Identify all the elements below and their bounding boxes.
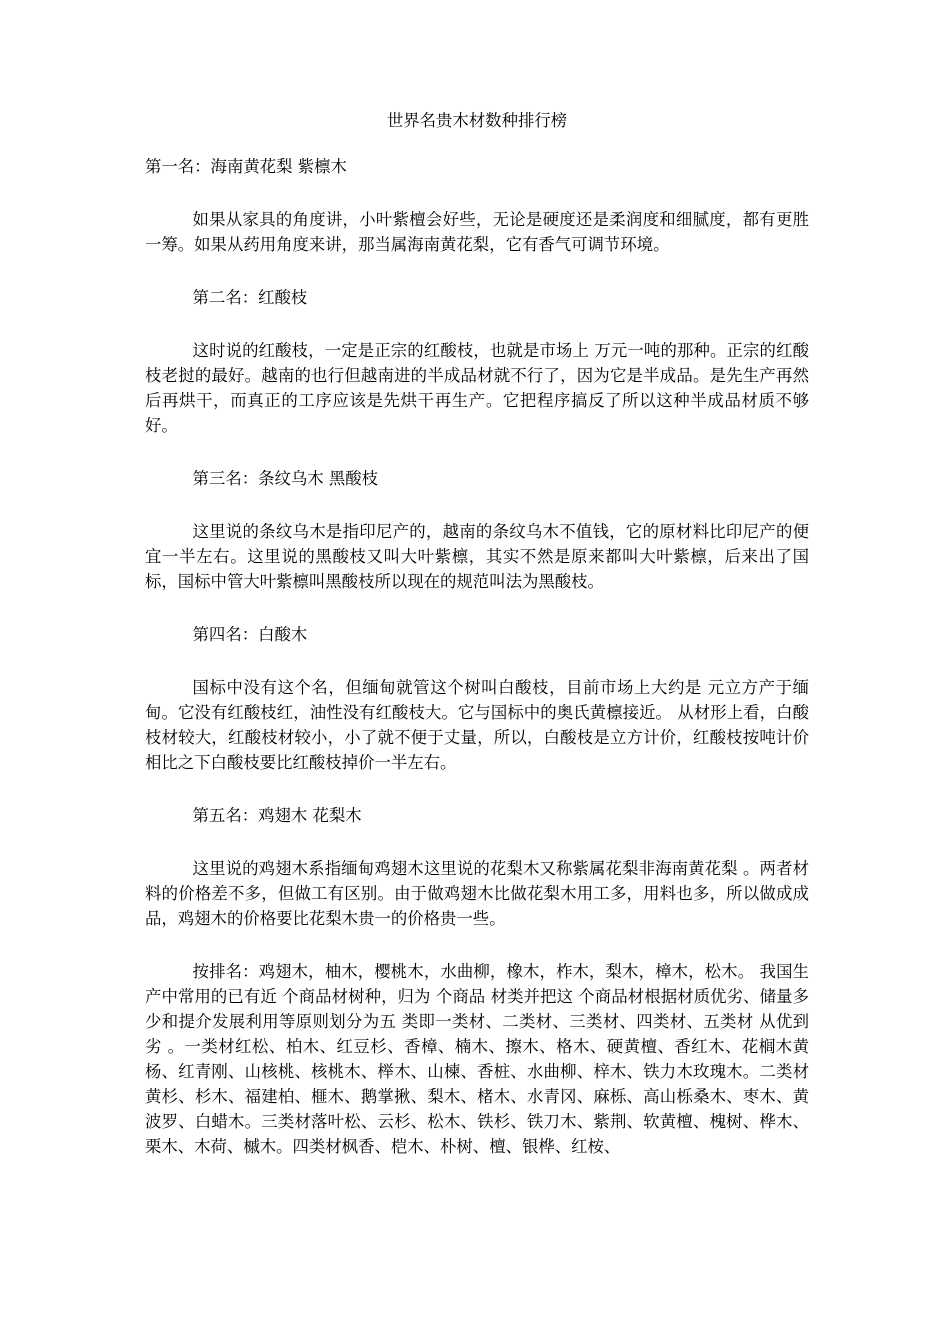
section-heading-5: 第五名：鸡翅木 花梨木	[192, 806, 362, 825]
page-title: 世界名贵木材数种排行榜	[386, 111, 568, 130]
section-heading-4: 第四名：白酸木	[192, 625, 308, 644]
section-paragraph-3: 这里说的条纹乌木是指印尼产的，越南的条纹乌木不值钱，它的原材料比印尼产的便宜一半左右。这里说的黑酸枝又叫大叶紫檩，其实不然是原来都叫大叶紫檩，后来出了国标，国标中管大叶紫檩叫黑酸枝所以现在的规范叫法为黑酸枝。	[145, 522, 809, 591]
section-paragraph-4: 国标中没有这个名，但缅甸就管这个树叫白酸枝，目前市场上大约是 元立方产于缅甸。它没有红酸枝红，油性没有红酸枝大。它与国标中的奥氏黄檩接近。 从材形上看，白酸枝材较大，红酸枝材较小，小了就不便于丈量，所以，白酸枝是立方计价，红酸枝按吨计价相比之下白酸枝要比红酸枝掉价一半左右。	[145, 678, 809, 772]
section-paragraph-5: 这里说的鸡翅木系指缅甸鸡翅木这里说的花梨木又称紫属花梨非海南黄花梨 。两者材料的价格差不多，但做工有区别。由于做鸡翅木比做花梨木用工多，用料也多，所以做成成品，鸡翅木的价格要比花梨木贵一的价格贵一些。	[145, 859, 809, 928]
section-heading-1: 第一名：海南黄花梨 紫檩木	[145, 157, 347, 176]
section-paragraph-1: 如果从家具的角度讲，小叶紫檀会好些，无论是硬度还是柔润度和细腻度，都有更胜一筹。如果从药用角度来讲，那当属海南黄花梨，它有香气可调节环境。	[145, 210, 809, 254]
section-heading-3: 第三名：条纹乌木 黑酸枝	[192, 469, 379, 488]
section-heading-2: 第二名：红酸枝	[192, 288, 308, 307]
section-paragraph-2: 这时说的红酸枝，一定是正宗的红酸枝，也就是市场上 万元一吨的那种。正宗的红酸枝老挝的最好。越南的也行但越南进的半成品材就不行了，因为它是半成品。是先生产再然后再烘干，而真正的工序应该是先烘干再生产。它把程序搞反了所以这种半成品材质不够好。	[145, 341, 809, 435]
ranking-paragraph: 按排名：鸡翅木，柚木，樱桃木，水曲柳，橡木，柞木，梨木，樟木，松木。 我国生产中常用的已有近 个商品材树种，归为 个商品 材类并把这 个商品材根据材质优劣、储量多少和提介发展利用等原则划分为五 类即一类材、二类材、三类材、四类材、五类材 从优到劣 。一类材红松、柏木、红豆杉、香樟、楠木、擦木、格木、硬黄檀、香红木、花榈木黄杨、红青刚、山核桃、核桃木、榉木、山楝、香桩、水曲柳、梓木、铁力木玫瑰木。二类材黄杉、杉木、福建柏、榧木、鹅掌揪、梨木、楮木、水青冈、麻栎、高山栎桑木、枣木、黄波罗、白蜡木。三类材落叶松、云杉、松木、铁杉、铁刀木、紫荆、软黄檀、槐树、桦木、栗木、木荷、槭木。四类材枫香、桤木、朴树、檀、银桦、红桉、	[145, 962, 809, 1156]
document-page	[145, 108, 809, 1187]
